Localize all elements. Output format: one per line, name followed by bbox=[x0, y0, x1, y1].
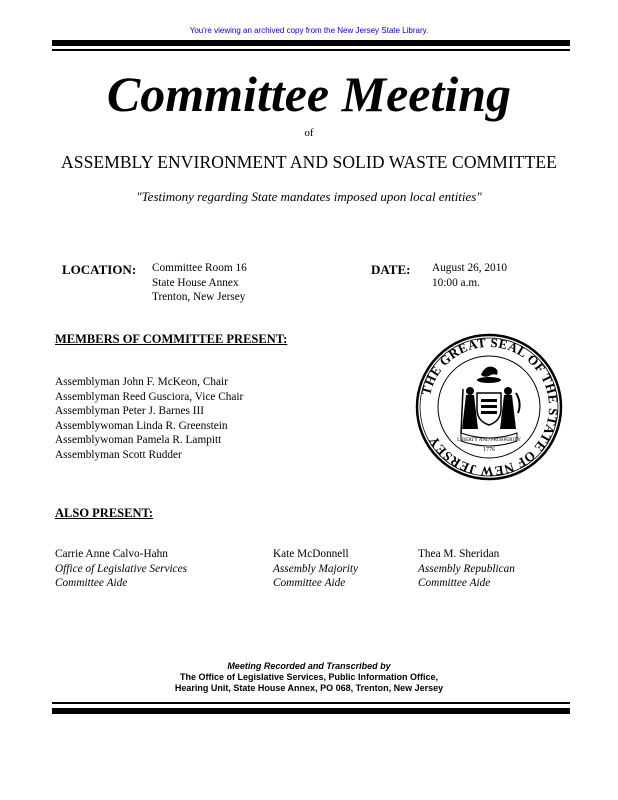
date-block bbox=[432, 261, 507, 290]
member-item: Assemblywoman Linda R. Greenstein bbox=[55, 419, 228, 432]
member-item: Assemblywoman Pamela R. Lampitt bbox=[55, 434, 222, 446]
members-heading: MEMBERS OF COMMITTEE PRESENT: bbox=[55, 332, 288, 346]
seal-graphic bbox=[415, 333, 563, 481]
location-line: Trenton, New Jersey bbox=[152, 291, 246, 303]
credit-line: Meeting Recorded and Transcribed by bbox=[227, 661, 391, 671]
credit-line: Hearing Unit, State House Annex, PO 068, Trenton, New Jersey bbox=[174, 683, 444, 693]
state-seal bbox=[415, 333, 563, 481]
person-role: Assembly Majority bbox=[273, 562, 359, 575]
location-line: State House Annex bbox=[152, 276, 239, 289]
bottom-rule-thin bbox=[52, 702, 570, 704]
member-item: Assemblyman Reed Gusciora, Vice Chair bbox=[55, 390, 244, 403]
also-present-heading: ALSO PRESENT: bbox=[55, 506, 154, 520]
person-title: Committee Aide bbox=[273, 577, 346, 589]
person-title: Committee Aide bbox=[418, 577, 491, 589]
member-item: Assemblyman John F. McKeon, Chair bbox=[55, 376, 228, 388]
member-item: Assemblyman Scott Rudder bbox=[55, 448, 182, 461]
members-list bbox=[55, 375, 243, 462]
committee-name: ASSEMBLY ENVIRONMENT AND SOLID WASTE COMMITTEE bbox=[61, 152, 557, 172]
bottom-rule-thick bbox=[52, 708, 570, 714]
location-block bbox=[152, 261, 247, 305]
seal-circular-text: THE GREAT SEAL OF THE STATE OF NEW JERSEY bbox=[418, 334, 562, 480]
page-title: Committee Meeting bbox=[106, 66, 512, 122]
seal-banner-text: LIBERTY AND PROSPERITY bbox=[457, 438, 521, 443]
person-role: Office of Legislative Services bbox=[55, 562, 188, 575]
transcription-credit bbox=[0, 661, 618, 694]
also-present-person bbox=[273, 547, 358, 591]
member-item: Assemblyman Peter J. Barnes III bbox=[55, 405, 205, 417]
time-line: 10:00 a.m. bbox=[432, 276, 481, 289]
of-text: of bbox=[304, 127, 314, 139]
person-name: Kate McDonnell bbox=[273, 548, 349, 560]
also-present-person bbox=[55, 547, 187, 591]
credit-line: The Office of Legislative Services, Public Information Office, bbox=[179, 672, 439, 682]
archive-notice: You're viewing an archived copy from the New Jersey State Library. bbox=[189, 26, 429, 35]
person-name: Thea M. Sheridan bbox=[418, 548, 500, 560]
person-title: Committee Aide bbox=[55, 577, 128, 589]
date-label: DATE: bbox=[371, 262, 411, 277]
person-role: Assembly Republican bbox=[418, 562, 515, 575]
person-name: Carrie Anne Calvo-Hahn bbox=[55, 548, 168, 560]
location-label: LOCATION: bbox=[62, 262, 137, 277]
meeting-subject: "Testimony regarding State mandates imposed upon local entities" bbox=[136, 189, 482, 204]
date-line: August 26, 2010 bbox=[432, 262, 508, 274]
top-rule-thin bbox=[52, 49, 570, 51]
also-present-person bbox=[418, 547, 515, 591]
top-rule-thick bbox=[52, 40, 570, 46]
seal-year: 1776 bbox=[483, 447, 495, 453]
location-line: Committee Room 16 bbox=[152, 262, 247, 274]
